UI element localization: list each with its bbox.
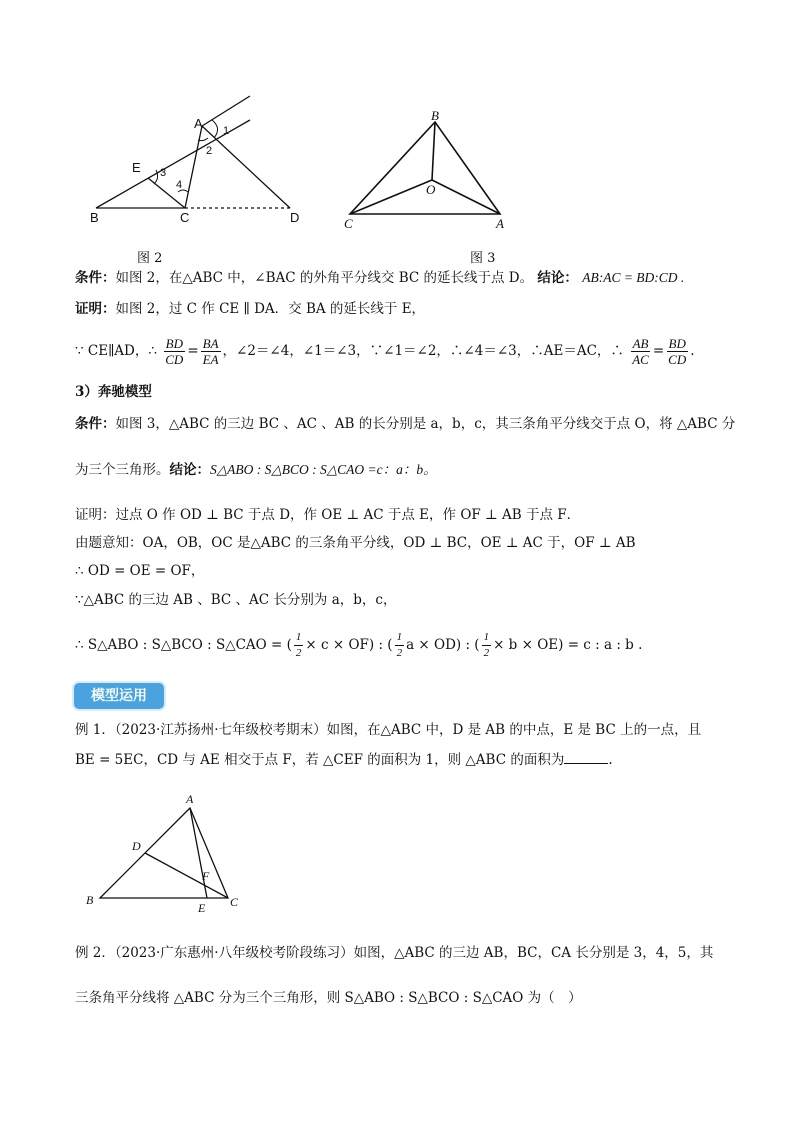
condition-label: 条件： [75,416,116,432]
derivation-text: ，∠2＝∠4，∠1＝∠3，∵∠1＝∠2，∴∠4＝∠3，∴AE＝AC，∴ [222,343,624,359]
condition-text: 如图 3，△ABC 的三边 BC 、AC 、AB 的长分别是 a，b，c，其三条角平分线交于点 O，将 △ABC 分 [115,416,736,432]
equals-sign: = [652,343,665,359]
point-d-label: D [290,210,300,225]
proof-line-5 [75,628,642,662]
condition-text: 为三个三角形。 [75,462,170,478]
figure-2-caption: 图 2 [137,251,163,266]
point-c-label: C [180,210,190,225]
formula-text: × b × OE) = c : a : b . [493,637,643,653]
point-e-label: E [198,901,206,913]
example-1-diagram [80,788,250,913]
example-text: BE = 5EC，CD 与 AE 相交于点 F，若 △CEF 的面积为 1，则 △ABC 的面积为 [75,752,565,768]
fraction: $\frac{BD}{CD}$ [165,336,184,367]
conclusion-label: 结论： [537,270,578,286]
example-2-line-1: 例 2．（2023·广东惠州·八年级校考阶段练习）如图，△ABC 的三边 AB，BC，CA 长分别是 3，4，5，其 [75,945,714,961]
proof-line-4: ∵△ABC 的三边 AB 、BC 、AC 长分别为 a，b，c， [75,592,397,608]
figure-3-diagram [340,104,520,234]
proof-line-2: 由题意知：OA，OB，OC 是△ABC 的三条角平分线，OD ⊥ BC，OE ⊥ AC 于，OF ⊥ AB [75,535,636,551]
point-a-label: A [496,216,504,231]
fraction: $\frac{BA}{EA}$ [202,336,219,367]
figure-3-caption: 图 3 [470,251,496,266]
proof-text: 如图 2，过 C 作 CE ∥ DA．交 BA 的延长线于 E， [115,301,426,317]
point-a-label: A [194,116,203,131]
point-e-label: E [132,160,141,175]
equals-sign: = [187,343,199,359]
point-c-label: C [344,216,353,231]
proof-line-3: ∴ OD = OE = OF， [75,563,205,579]
point-b-label: B [431,108,439,123]
fraction-half: $\frac{1}{2}$ [396,631,403,659]
point-d-label: D [132,839,141,853]
fraction-half: $\frac{1}{2}$ [483,631,490,659]
condition-line-2 [75,460,437,480]
model-application-badge: 模型运用 [74,683,164,709]
angle-4-label: 4 [176,179,183,191]
example-1-line-2 [75,750,613,770]
fraction: $\frac{AB}{AC}$ [632,336,649,367]
point-b-label: B [86,893,94,907]
condition-text: 如图 2，在△ABC 中，∠BAC 的外角平分线交 BC 的延长线于点 D。 [115,270,534,286]
formula-text: × c × OF) : ( [305,637,393,653]
conclusion-text: S△ABO : S△BCO : S△CAO =c：a：b。 [210,462,437,477]
condition-line [75,268,684,288]
proof-line [75,299,425,319]
section-heading: 3）奔驰模型 [75,384,152,400]
proof-label: 证明： [75,301,116,317]
angle-1-label: 1 [223,125,230,137]
fraction-half: $\frac{1}{2}$ [295,631,302,659]
conclusion-text: AB:AC = BD:CD . [582,270,685,285]
period: . [690,343,695,359]
proof-derivation [75,334,695,368]
condition-label: 条件： [75,270,116,286]
figure-2-diagram [80,88,320,238]
point-c-label: C [230,895,239,909]
formula-text: ∴ S△ABO : S△BCO : S△CAO = ( [75,637,292,653]
answer-blank [564,751,608,764]
point-b-label: B [90,210,99,225]
proof-line-1: 证明：过点 O 作 OD ⊥ BC 于点 D，作 OE ⊥ AC 于点 E，作 OF ⊥ AB 于点 F． [75,507,581,523]
example-1-line-1: 例 1．（2023·江苏扬州·七年级校考期末）如图，在△ABC 中，D 是 AB 的中点，E 是 BC 上的一点，且 [75,722,702,738]
conclusion-label: 结论： [169,462,210,478]
point-o-label: O [426,182,436,197]
angle-2-label: 2 [206,145,213,157]
formula-text: a × OD) : ( [406,637,480,653]
angle-3-label: 3 [160,167,167,179]
point-f-label: F [202,869,210,883]
example-2-line-2: 三条角平分线将 △ABC 分为三个三角形，则 S△ABO : S△BCO : S△CAO 为（ ） [75,990,582,1006]
period: . [608,752,613,768]
condition-line [75,414,735,434]
fraction: $\frac{BD}{CD}$ [668,336,687,367]
point-a-label: A [186,792,194,806]
derivation-text: ∵ CE∥AD，∴ [75,343,157,359]
